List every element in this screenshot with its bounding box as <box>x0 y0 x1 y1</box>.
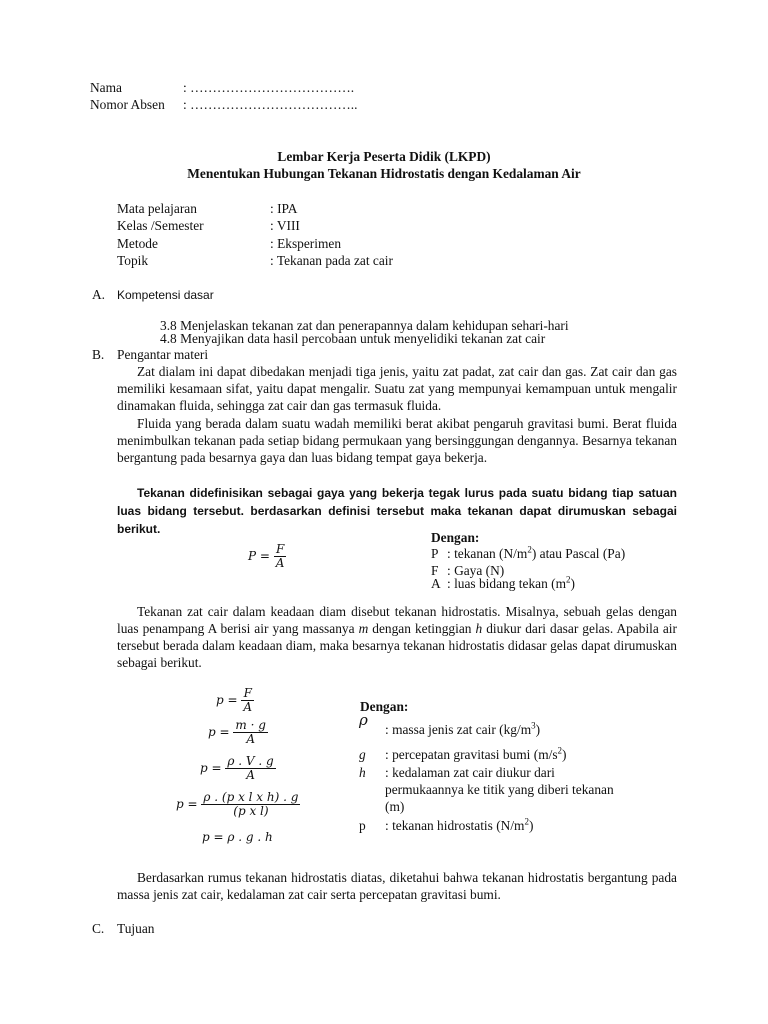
paragraph-fluida: Fluida yang berada dalam suatu wadah memiliki berat akibat pengaruh gravitasi bumi. Berat fluida menimbulkan tekanan pada setiap bidang permukaan yang bersinggungan dengannya. Besarnya tekanan bergantung pada besarnya gaya dan luas bidang tempat gaya bekerja. <box>117 416 677 465</box>
legend-a-sym: A <box>431 576 441 591</box>
section-c-letter: C. <box>92 921 105 936</box>
formula-pressure: P = $\frac{F}{A}$ <box>248 542 285 570</box>
info-label-mapel: Mata pelajaran <box>117 201 197 216</box>
legend-h-desc-2: permukaannya ke titik yang diberi tekanan <box>385 782 614 797</box>
legend-f-desc: : Gaya (N) <box>447 563 505 578</box>
legend-f-sym: F <box>431 563 439 578</box>
legend-rho-desc: : massa jenis zat cair $(kg/m^3)$ <box>385 720 541 737</box>
legend-a-desc: : luas bidang tekan $(m^2)$ <box>447 574 575 591</box>
info-value-topik: : Tekanan pada zat cair <box>270 253 393 268</box>
legend-h-sym: h <box>359 765 366 780</box>
legend-h-desc-1: : kedalaman zat cair diukur dari <box>385 765 555 780</box>
paragraph-kesimpulan: Berdasarkan rumus tekanan hidrostatis diatas, diketahui bahwa tekanan hidrostatis bergantung pada massa jenis zat cair, kedalaman zat cair serta percepatan gravitasi bumi. <box>117 870 677 902</box>
section-a-title: Kompetensi dasar <box>117 288 214 302</box>
title-line1: Lembar Kerja Peserta Didik (LKPD) <box>277 149 491 164</box>
info-label-metode: Metode <box>117 236 158 251</box>
legend-h-desc-3: (m) <box>385 799 405 814</box>
legend-g-sym: g <box>359 747 366 762</box>
paragraph-hidrostatis: Tekanan zat cair dalam keadaan diam disebut tekanan hidrostatis. Misalnya, sebuah gelas dengan luas penampang A berisi air yang massanya m dengan ketinggian h diukur dari dasar gelas. Apabila air tersebut berada dalam keadaan diam, maka besarnya tekanan hidrostatis didasar gelas dapat dirumuskan sebagai berikut. <box>117 604 677 670</box>
section-c-title: Tujuan <box>117 921 155 936</box>
section-b-letter: B. <box>92 347 105 362</box>
formula-step-5: p = ρ . g . h <box>202 830 273 844</box>
absen-field: : ……………………………….. <box>183 97 358 112</box>
nama-label: Nama <box>90 80 122 95</box>
dengan-2-title: Dengan: <box>360 699 409 714</box>
legend-p-desc: : tekanan $(N/m^2)$ atau Pascal (Pa) <box>447 544 626 561</box>
kd-item-3-8: 3.8 Menjelaskan tekanan zat dan penerapannya dalam kehidupan sehari-hari <box>160 318 569 333</box>
paragraph-definisi: Tekanan didefinisikan sebagai gaya yang bekerja tegak lurus pada suatu bidang tiap satuan luas bidang tersebut. berdasarkan definisi tersebut maka tekanan dapat dirumuskan sebagai berikut. <box>117 486 677 536</box>
section-b-title: Pengantar materi <box>117 347 209 362</box>
absen-label: Nomor Absen <box>90 97 165 112</box>
formula-step-1: p = $\frac{F}{A}$ <box>216 686 253 714</box>
title-line2: Menentukan Hubungan Tekanan Hidrostatis dengan Kedalaman Air <box>187 166 581 181</box>
legend-p-hidro-sym: p <box>359 818 366 833</box>
dengan-1-title: Dengan: <box>431 530 480 545</box>
info-value-kelas: : VIII <box>270 218 300 233</box>
section-a-letter: A. <box>92 287 106 302</box>
info-value-metode: : Eksperimen <box>270 236 342 251</box>
legend-g-desc: : percepatan gravitasi bumi $(m/s^2)$ <box>385 745 567 762</box>
legend-p-sym: P <box>431 546 439 561</box>
legend-rho-sym: ρ <box>359 711 368 729</box>
info-label-kelas: Kelas /Semester <box>117 218 204 233</box>
paragraph-zat: Zat dialam ini dapat dibedakan menjadi tiga jenis, yaitu zat padat, zat cair dan gas. Zat cair dan gas memiliki kesamaan sifat, yaitu dapat mengalir. Suatu zat yang mempunyai kemampuan untuk mengalir dinamakan fluida, sehingga zat cair dan gas termasuk fluida. <box>117 364 677 413</box>
formula-step-4: p = $\frac{\text{ρ . (p x l x h) . g}}{\text{(p x l)}}$ <box>176 790 299 818</box>
legend-p-hidro-desc: : tekanan hidrostatis $(N/m^2)$ <box>385 816 534 833</box>
info-value-mapel: : IPA <box>270 201 298 216</box>
formula-step-2: p = $\frac{m \cdot g}{A}$ <box>208 718 266 746</box>
formula-step-3: p = $\frac{\rho . V . g}{A}$ <box>200 754 274 782</box>
info-label-topik: Topik <box>117 253 149 268</box>
kd-item-4-8: 4.8 Menyajikan data hasil percobaan untuk menyelidiki tekanan zat cair <box>160 331 546 346</box>
nama-field: : ………………………………. <box>183 80 355 95</box>
